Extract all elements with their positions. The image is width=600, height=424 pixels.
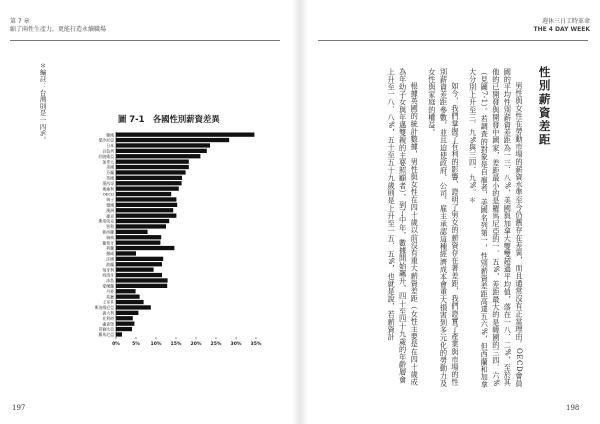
bar [116,251,136,255]
category-label: 日本 [106,143,114,149]
category-label: 葡萄牙 [102,240,114,246]
x-tick-label: 15% [170,342,182,348]
category-label: 韓國 [106,132,114,138]
bar [116,295,140,299]
bar [116,219,169,223]
bar [116,160,189,164]
category-label: 匈牙利 [102,267,114,273]
bar [116,289,136,293]
bar [116,203,177,207]
x-tick-label: 25% [210,342,222,348]
left-page-number: 197 [12,404,26,412]
category-label: 斯洛維尼亞 [94,305,114,311]
category-label: 荷蘭 [106,245,114,251]
book-title-english: THE 4 DAY WEEK [533,26,590,33]
bar [116,192,171,196]
bar [116,133,254,137]
bar [116,165,189,169]
category-label: 義大利 [102,310,114,316]
bar [116,143,210,147]
category-label: 盧森堡 [102,321,114,327]
category-label: 土耳其 [102,299,114,305]
right-page-number: 198 [566,404,580,412]
category-label: 愛爾蘭 [102,283,114,289]
bar [116,327,132,331]
x-tick-label: 5% [132,342,140,348]
bar [116,246,174,250]
category-label: 美國 [106,164,114,170]
bar [116,300,144,304]
bar [116,176,182,180]
bar [116,273,162,277]
bar [116,241,160,245]
bar [116,230,148,234]
category-label: 以色列 [102,148,114,154]
bar [116,332,122,336]
category-label: 法國 [106,256,114,262]
category-label: 波蘭 [106,261,114,267]
category-label: 哥倫比亞 [98,326,114,332]
bar [116,138,229,142]
bar [116,235,161,239]
bar [116,208,173,212]
x-tick-label: 10% [150,342,162,348]
book-title: 週休三日工時革命 [541,18,590,25]
category-label: 英國 [106,175,114,181]
category-label: 斯洛伐克 [98,218,114,224]
body-text [345,68,525,390]
category-label: 拉脫維亞 [98,153,114,159]
bar [116,284,167,288]
bar [116,268,154,272]
x-tick-label: 0% [112,342,120,348]
category-label: 希臘 [106,294,114,300]
category-label: 冰島 [106,278,114,284]
category-label: 墨西哥 [102,180,114,186]
category-label: 捷克 [106,213,114,219]
category-label: 瑞典 [106,234,114,240]
bar [116,278,168,282]
bar [116,181,182,185]
bar [116,224,166,228]
bar [116,197,176,201]
bar [116,311,138,315]
category-label: 智利 [106,224,114,230]
chapter-subtitle: 縮了兩性生產力，更能打造永續職場 [10,26,107,33]
category-label: 丹麥 [106,288,114,294]
right-running-header [520,18,590,34]
category-label: 澳洲 [106,207,114,213]
category-label: 瑞士 [106,197,114,203]
left-header-rule [10,40,280,41]
category-label: 挪威 [106,251,114,257]
x-tick-label: 35% [250,342,262,348]
category-label: 新西蘭 [102,229,114,235]
category-label: 加拿大 [102,159,114,165]
bar-chart [66,128,262,362]
bar [116,187,179,191]
bar [116,214,176,218]
category-label: OECD [102,191,114,197]
chapter-label: 第 7 章 [10,18,30,25]
figure-title: 圖 7-1 各國性別薪資差異 [118,114,220,124]
paragraph: 根據英國的統計數據，男性與女性在四十歲以前沒有重大薪資差距（女性主要是在四十歲成為年幼子女與年邁雙親的主要照顧者），到了中年，數據開始飆升，四十至四十九歲的年齡層會上升至一八．八%，五十至五十九歲則是上升至一五．五%，也就是說，若薪資計 [387,68,420,387]
bar [116,322,134,326]
category-label: 西班牙 [102,272,114,278]
paragraph: 男性與女性在勞動市場的薪資水準至今仍舊存在差異，而且通常沒有正當理由。OECD會員國的平均性別薪資差距為一三．八%，美國與加拿大雙雙超過平均值，落在一八．二%，至於其他的已開發與開發中國家，差距最小的是羅馬尼亞的一．五%，差距最大的是韓國的三四．六%（見圖7-1）。若調查的對象是自雇者，美國名列第一，性別薪資差距高達五六%，但西蘭和加拿大分別上升至三．九%與三四．九%。＊ [468,68,524,389]
paragraph: 如今，我們掌握了有利的影響，證明了男女的薪資存在著差距，我們證實了產業與市場的性別薪資差距參數，並且迫使政府、公司、雇主承認這種經濟成本會重大損害到多元化的勞動力及女性與家庭的權益。 [427,68,461,388]
category-label: 芬蘭 [106,170,114,176]
bar [116,149,207,153]
bar [116,257,163,261]
category-label: 德國 [106,202,114,208]
section-title: 性別薪資差距 [537,66,552,147]
left-running-header [10,18,106,34]
bar [116,316,133,320]
bar [116,262,162,266]
x-tick-label: 30% [230,342,242,348]
x-tick-label: 20% [190,342,202,348]
bar [116,154,200,158]
category-label: 比利時 [102,315,114,321]
right-header-rule [318,40,588,41]
bar [116,305,151,309]
bar [116,170,186,174]
category-label: 愛沙尼亞 [98,137,114,143]
category-label: 羅馬尼亞 [98,332,114,338]
category-label: 奧地利 [102,186,114,192]
footnote: ＊編註：台灣則是一四%。 [38,62,47,144]
